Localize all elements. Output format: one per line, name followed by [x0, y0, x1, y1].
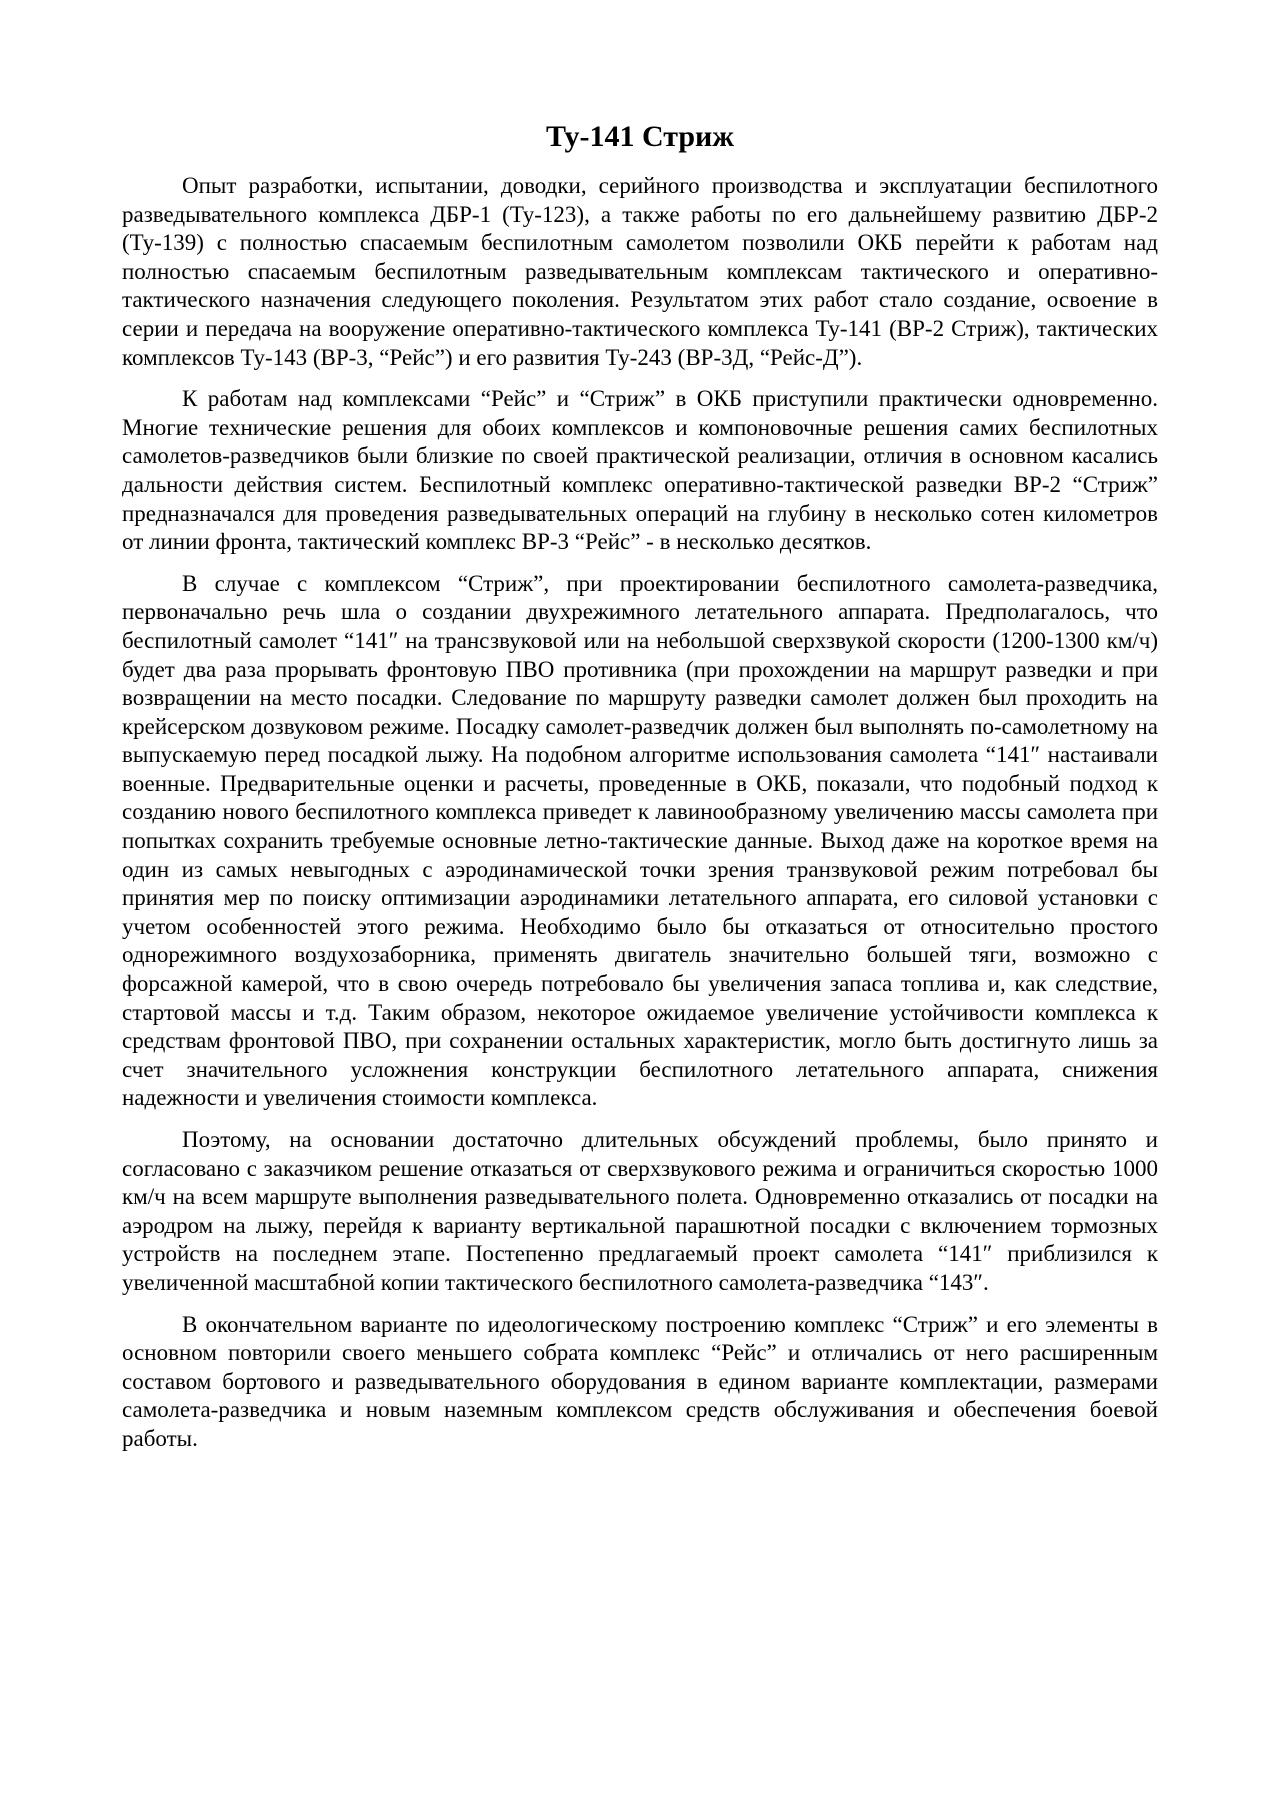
paragraph-5: В окончательном варианте по идеологическому построению комплекс “Стриж” и его элементы в основном повторили своего меньшего собрата комплекс “Рейс” и отличались от него расширенным составом бортового и разведывательного оборудования в едином варианте комплектации, размерами самолета-разведчика и новым наземным комплексом средств обслуживания и обеспечения боевой работы.: [122, 1311, 1158, 1451]
paragraph-1: Опыт разработки, испытании, доводки, серийного производства и эксплуатации беспилотного разведывательного комплекса ДБР-1 (Ту-123), а также работы по его дальнейшему развитию ДБР-2 (Ту-139) с полностью спасаемым беспилотным самолетом позволили ОКБ перейти к работам над полностью спасаемым беспилотным разведывательным комплексам тактического и оперативно-тактического назначения следующего поколения. Результатом этих работ стало создание, освоение в серии и передача на вооружение оперативно-тактического комплекса Ту-141 (ВР-2 Стриж), тактических комплексов Ту-143 (ВР-3, “Рейс”) и его развития Ту-243 (ВР-3Д, “Рейс-Д”).: [122, 173, 1158, 370]
paragraph-4: Поэтому, на основании достаточно длительных обсуждений проблемы, было принято и согласовано с заказчиком решение отказаться от сверхзвукового режима и ограничиться скоростью 1000 км/ч на всем маршруте выполнения разведывательного полета. Одновременно отказались от посадки на аэродром на лыжу, перейдя к варианту вертикальной парашютной посадки с включением тормозных устройств на последнем этапе. Постепенно предлагаемый проект самолета “141″ приблизился к увеличенной масштабной копии тактического беспилотного самолета-разведчика “143″.: [122, 1127, 1158, 1295]
paragraph-3: В случае с комплексом “Стриж”, при проектировании беспилотного самолета-разведчика, первоначально речь шла о создании двухрежимного летательного аппарата. Предполагалось, что беспилотный самолет “141″ на трансзвуковой или на небольшой сверхзвукой скорости (1200-1300 км/ч) будет два раза прорывать фронтовую ПВО противника (при прохождении на маршрут разведки и при возвращении на место посадки. Следование по маршруту разведки самолет должен был проходить на крейсерском дозвуковом режиме. Посадку самолет-разведчик должен был выполнять по-самолетному на выпускаемую перед посадкой лыжу. На подобном алгоритме использования самолета “141″ настаивали военные. Предварительные оценки и расчеты, проведенные в ОКБ, показали, что подобный подход к созданию нового беспилотного комплекса приведет к лавинообразному увеличению массы самолета при попытках сохранить требуемые основные летно-тактические данные. Выход даже на короткое время на один из самых невыгодных с аэродинамической точки зрения транзвуковой режим потребовал бы принятия мер по поиску оптимизации аэродинамики летательного аппарата, его силовой установки с учетом особенностей этого режима. Необходимо было бы отказаться от относительно простого однорежимного воздухозаборника, применять двигатель значительно большей тяги, возможно с форсажной камерой, что в свою очередь потребовало бы увеличения запаса топлива и, как следствие, стартовой массы и т.д. Таким образом, некоторое ожидаемое увеличение устойчивости комплекса к средствам фронтовой ПВО, при сохранении остальных характеристик, могло быть достигнуто лишь за счет значительного усложнения конструкции беспилотного летательного аппарата, снижения надежности и увеличения стоимости комплекса.: [122, 570, 1158, 1111]
document-title: Ту-141 Стриж: [545, 120, 735, 153]
document-body: [122, 172, 1158, 1467]
paragraph-2: К работам над комплексами “Рейс” и “Стриж” в ОКБ приступили практически одновременно. Многие технические решения для обоих комплексов и компоновочные решения самих беспилотных самолетов-разведчиков были близкие по своей практической реализации, отличия в основном касались дальности действия систем. Беспилотный комплекс оперативно-тактической разведки ВР-2 “Стриж” предназначался для проведения разведывательных операций на глубину в несколько сотен километров от линии фронта, тактический комплекс ВР-3 “Рейс” - в несколько десятков.: [122, 386, 1158, 555]
